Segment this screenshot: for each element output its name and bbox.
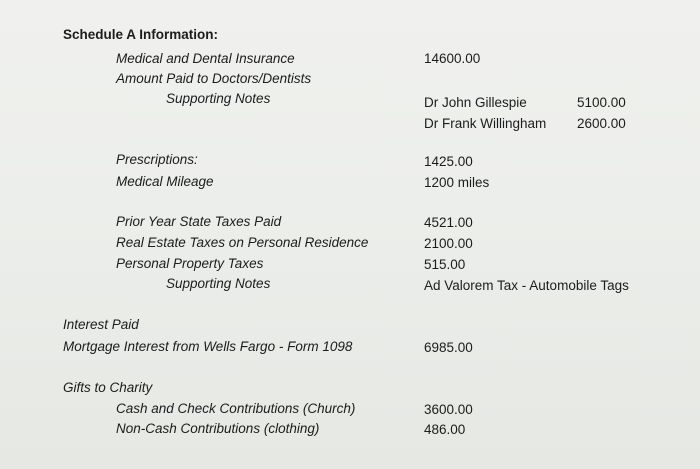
prescriptions-label: Prescriptions: [116, 152, 198, 167]
prescriptions-value: 1425.00 [424, 154, 473, 169]
cash-contributions-label: Cash and Check Contributions (Church) [116, 401, 356, 416]
interest-heading: Interest Paid [63, 317, 139, 332]
doctor-name: Dr John Gillespie [424, 95, 527, 110]
cash-contributions-value: 3600.00 [424, 402, 473, 417]
personal-property-taxes-label: Personal Property Taxes [116, 256, 264, 271]
medical-notes-label: Supporting Notes [166, 91, 271, 106]
doctor-amount: 2600.00 [577, 116, 626, 131]
real-estate-taxes-value: 2100.00 [424, 236, 473, 251]
state-taxes-value: 4521.00 [424, 215, 473, 230]
insurance-value: 14600.00 [424, 51, 481, 66]
tax-notes-label: Supporting Notes [166, 276, 271, 291]
mileage-label: Medical Mileage [116, 174, 214, 189]
schedule-heading: Schedule A Information: [63, 27, 219, 42]
insurance-label: Medical and Dental Insurance [116, 51, 295, 66]
doctors-label: Amount Paid to Doctors/Dentists [116, 71, 312, 86]
doctor-name: Dr Frank Willingham [424, 116, 547, 131]
state-taxes-label: Prior Year State Taxes Paid [116, 214, 282, 229]
mortgage-interest-label: Mortgage Interest from Wells Fargo - Form 1098 [63, 339, 353, 354]
charity-heading: Gifts to Charity [63, 380, 153, 395]
tax-notes-value: Ad Valorem Tax - Automobile Tags [424, 278, 629, 293]
noncash-contributions-label: Non-Cash Contributions (clothing) [116, 421, 320, 436]
noncash-contributions-value: 486.00 [424, 422, 466, 437]
mileage-value: 1200 miles [424, 175, 490, 190]
mortgage-interest-value: 6985.00 [424, 340, 473, 355]
personal-property-taxes-value: 515.00 [424, 257, 466, 272]
doctor-amount: 5100.00 [577, 95, 626, 110]
real-estate-taxes-label: Real Estate Taxes on Personal Residence [116, 235, 369, 250]
